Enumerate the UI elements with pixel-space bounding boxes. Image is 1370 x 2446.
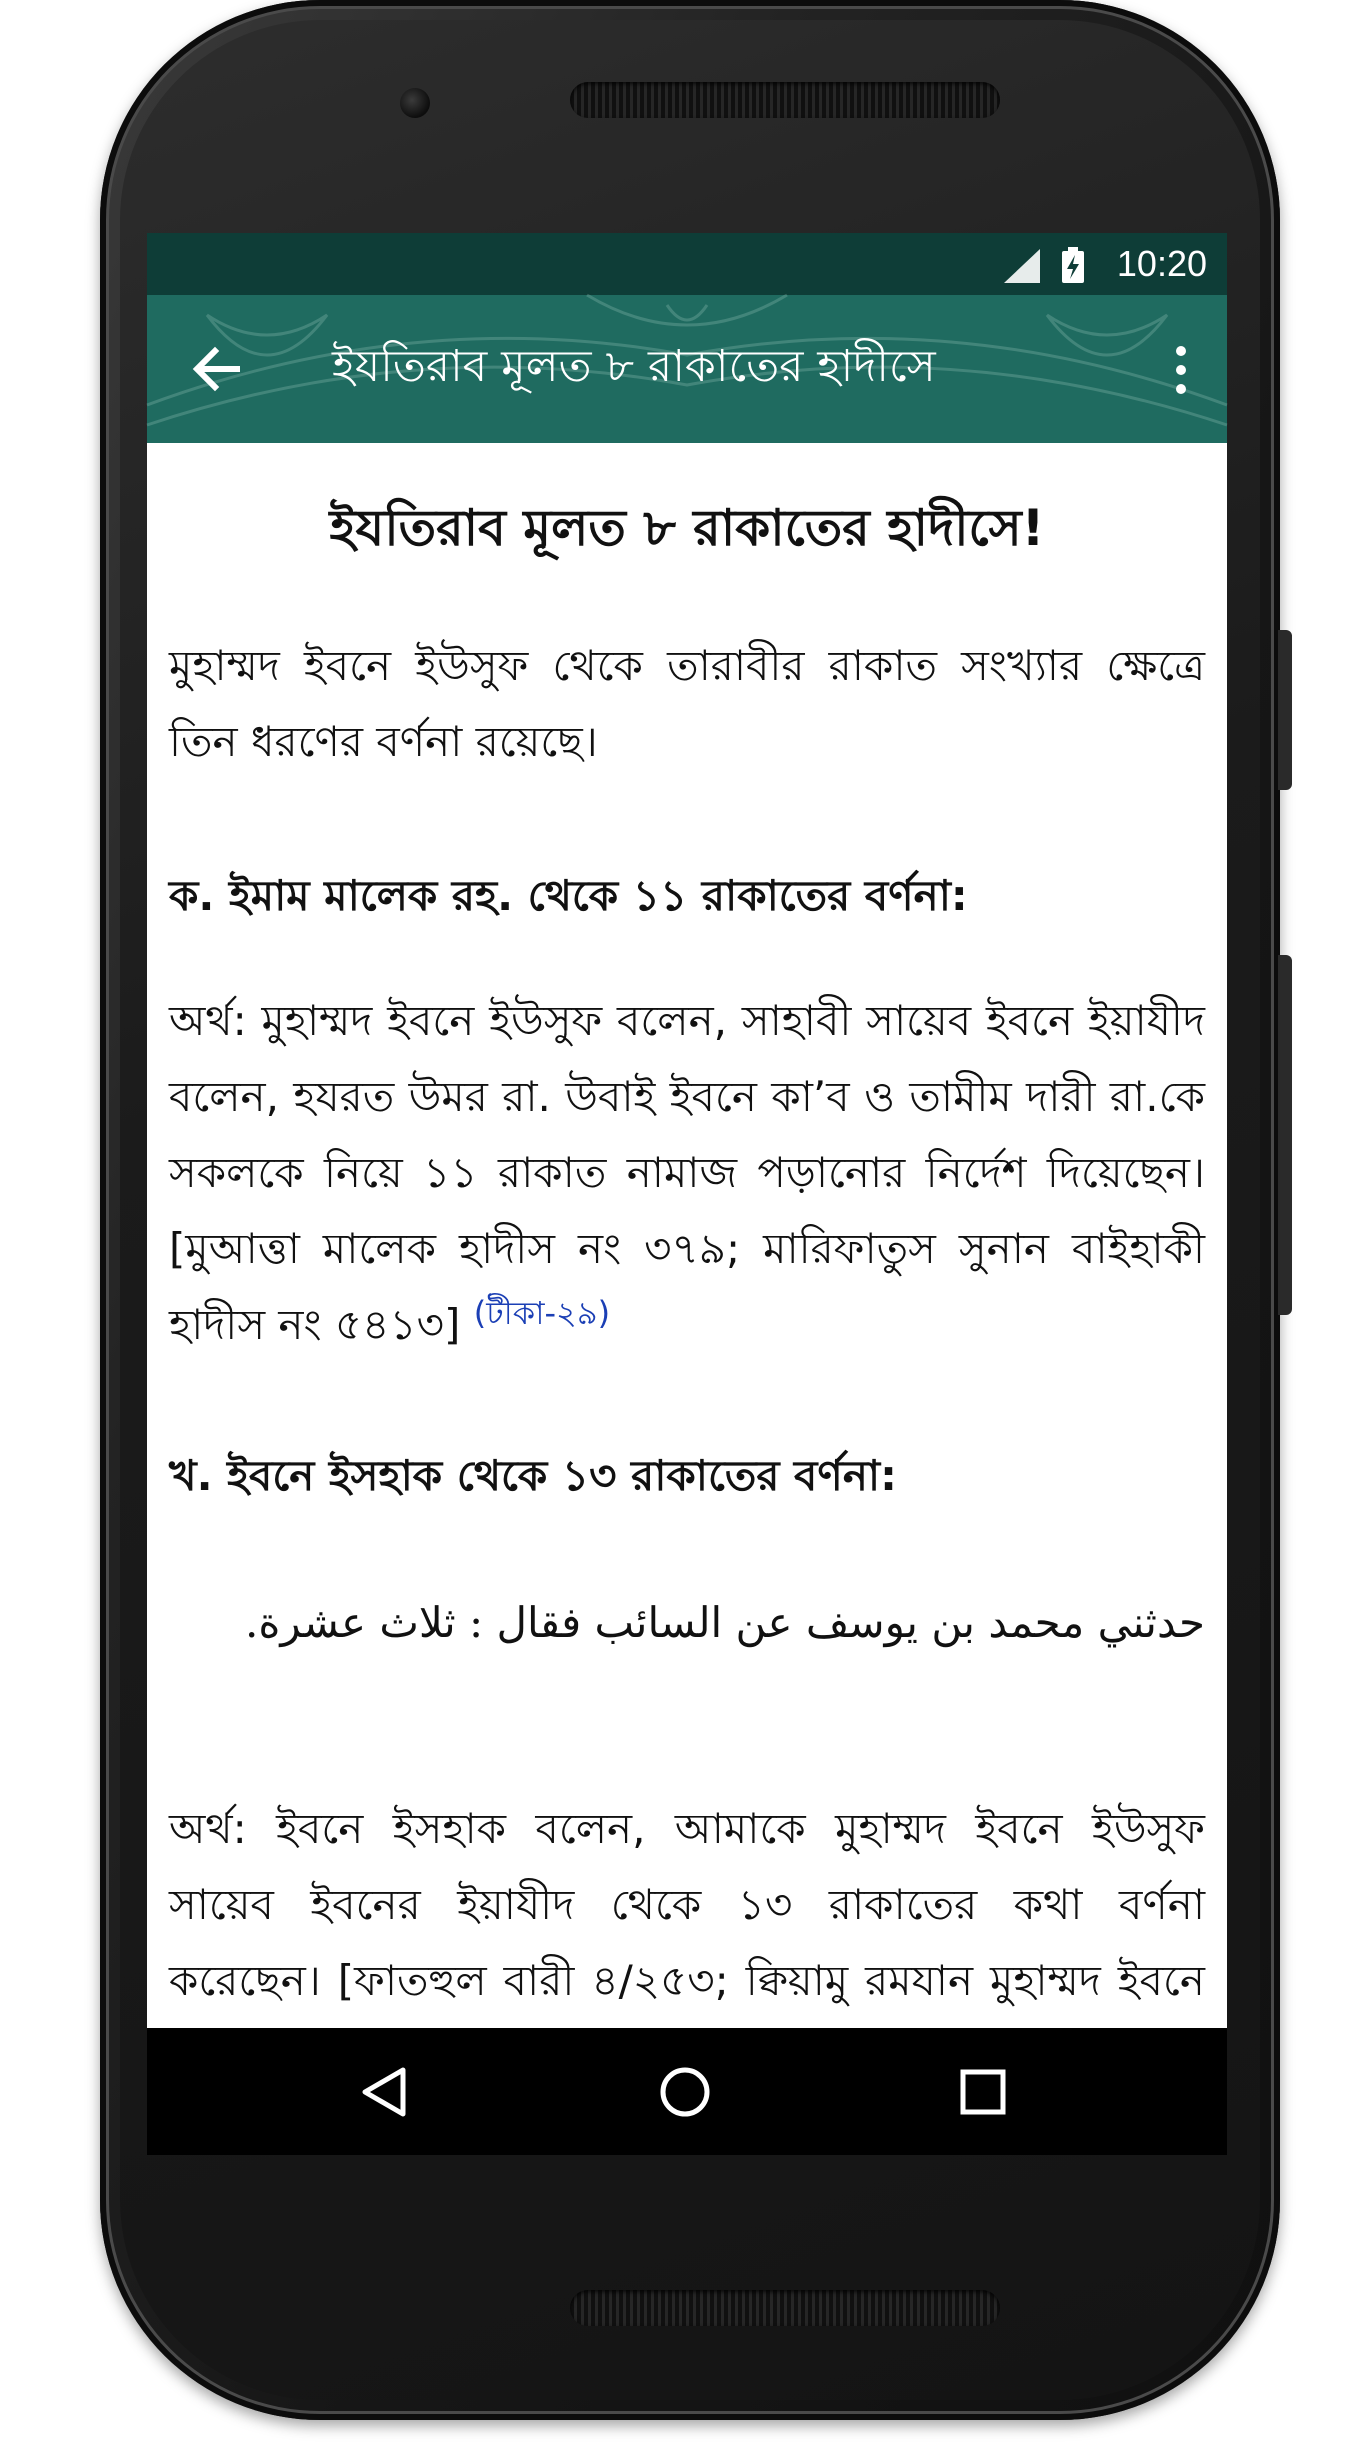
signal-icon: [1004, 249, 1040, 283]
status-icons: [1002, 245, 1092, 285]
nav-back-icon[interactable]: [357, 2064, 413, 2120]
status-time: 10:20: [1116, 243, 1207, 284]
battery-charging-icon: [1062, 247, 1084, 283]
nav-recents-icon[interactable]: [955, 2064, 1011, 2120]
screen: [147, 233, 1227, 2155]
bottom-speaker: [570, 2290, 1000, 2326]
more-vertical-icon[interactable]: [1173, 345, 1189, 395]
volume-button: [1278, 630, 1292, 790]
earpiece-speaker: [570, 82, 1000, 118]
system-nav-bar: [147, 2028, 1227, 2155]
app-bar-title: ইযতিরাব মূলত ৮ রাকাতের হাদীসে: [332, 341, 936, 392]
section-a-text: অর্থ: মুহাম্মদ ইবনে ইউসুফ বলেন, সাহাবী সায়েব ইবনে ইয়াযীদ বলেন, হযরত উমর রা. উবাই ইবনে কা’ব ও তামীম দারী রা.কে সকলকে নিয়ে ১১ রাকাত নামাজ পড়ানোর নির্দেশ দিয়েছেন। [মুআত্তা মালেক হাদীস নং ৩৭৯; মারিফাতুস সুনান বাইহাকী হাদীস নং ৫৪১৩]: [169, 996, 1205, 1349]
article-content: [147, 443, 1227, 2028]
section-b-paragraph: অর্থ: ইবনে ইসহাক বলেন, আমাকে মুহাম্মদ ইবনে ইউসুফ সায়েব ইবনের ইয়াযীদ থেকে ১৩ রাকাতের কথা বর্ণনা করেছেন। [ফাতহুল বারী ৪/২৫৩; ক্বিয়ামু রমযান মুহাম্মদ ইবনে: [169, 1804, 1205, 2005]
article-heading: ইযতিরাব মূলত ৮ রাকাতের হাদীসে!: [329, 499, 1045, 557]
front-camera: [400, 88, 430, 118]
section-b-title: খ. ইবনে ইসহাক থেকে ১৩ রাকাতের বর্ণনা:: [169, 1451, 897, 1500]
section-a-title: ক. ইমাম মালেক রহ. থেকে ১১ রাকাতের বর্ণনা:: [169, 871, 968, 920]
section-a-paragraph: [169, 983, 1205, 1363]
section-b-arabic: حدثني محمد بن يوسف عن السائب فقال : ثلاث عشرة.: [244, 1598, 1205, 1647]
status-bar: [147, 233, 1227, 295]
nav-home-icon[interactable]: [657, 2064, 713, 2120]
power-button: [1278, 955, 1292, 1315]
footnote-link[interactable]: (টীকা-২৯): [473, 1294, 611, 1332]
arrow-left-icon[interactable]: [187, 339, 247, 399]
intro-paragraph: মুহাম্মদ ইবনে ইউসুফ থেকে তারাবীর রাকাত সংখ্যার ক্ষেত্রে তিন ধরণের বর্ণনা রয়েছে।: [169, 641, 1205, 766]
app-bar: [147, 295, 1227, 443]
